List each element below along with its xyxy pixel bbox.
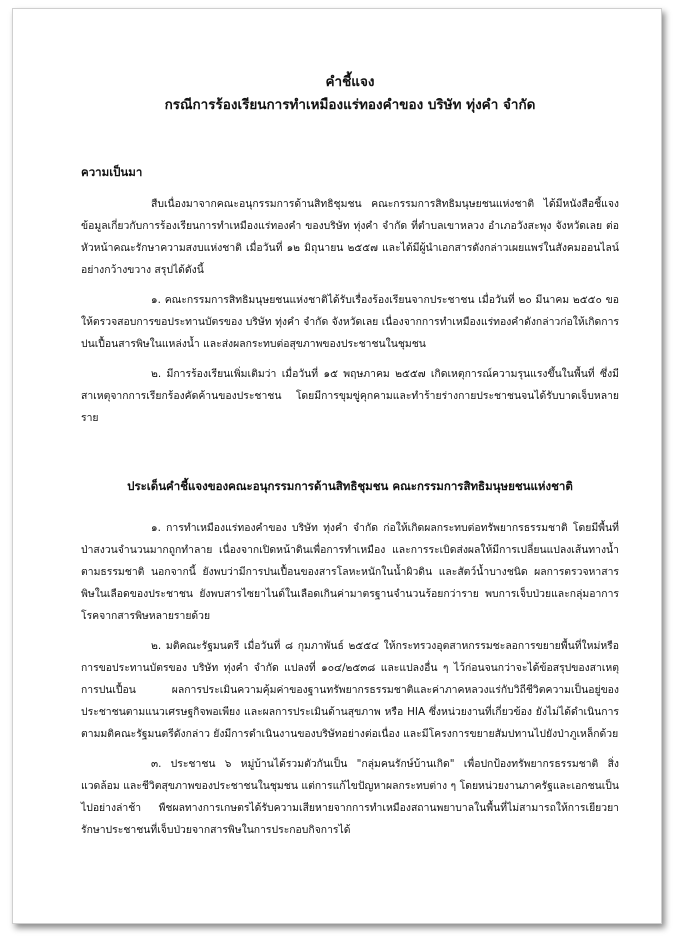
document-title [81, 71, 619, 117]
issues-heading: ประเด็นคำชี้แจงของคณะอนุกรรมการด้านสิทธิชุมชน คณะกรรมการสิทธิมนุษยชนแห่งชาติ [127, 479, 573, 493]
document-page [12, 8, 662, 924]
background-paragraph-1: ๑. คณะกรรมการสิทธิมนุษยชนแห่งชาติได้รับเรื่องร้องเรียนจากประชาชน เมื่อวันที่ ๒๐ มีนาคม ๒๕๕๐ ขอให้ตรวจสอบการขอประทานบัตรของ บริษัท ทุ่งคำ จำกัด จังหวัดเลย เนื่องจากการทำเหมืองแร่ทองคำดังกล่าวก่อให้เกิดการปนเปื้อนสารพิษในแหล่งน้ำ และส่งผลกระทบต่อสุขภาพของประชาชนในชุมชน [81, 294, 619, 350]
title-line-2: กรณีการร้องเรียนการทำเหมืองแร่ทองคำของ บริษัท ทุ่งคำ จำกัด [164, 97, 536, 113]
issues-paragraph-3: ๓. ประชาชน ๖ หมู่บ้านได้รวมตัวกันเป็น "กลุ่มคนรักษ์บ้านเกิด" เพื่อปกป้องทรัพยากรธรรมชาติ สิ่งแวดล้อม และชีวิตสุขภาพของประชาชนในชุมชน แต่การแก้ไขปัญหาผลกระทบต่าง ๆ โดยหน่วยงานภาครัฐและเอกชนเป็นไปอย่างล่าช้า พืชผลทางการเกษตรได้รับความเสียหายจากการทำเหมืองสถานพยาบาลในพื้นที่ไม่สามารถให้การเยียวยารักษาประชาชนที่เจ็บป่วยจากสารพิษในการประกอบกิจการได้ [81, 758, 619, 836]
document-content [81, 71, 619, 841]
background-paragraph-intro: สืบเนื่องมาจากคณะอนุกรรมการด้านสิทธิชุมชน คณะกรรมการสิทธิมนุษยชนแห่งชาติ ได้มีหนังสือชี้แจงข้อมูลเกี่ยวกับการร้องเรียนการทำเหมืองแร่ทองคำ ของบริษัท ทุ่งคำ จำกัด ที่ตำบลเขาหลวง อำเภอวังสะพุง จังหวัดเลย ต่อหัวหน้าคณะรักษาความสงบแห่งชาติ เมื่อวันที่ ๑๒ มิถุนายน ๒๕๕๗ และได้มีผู้นำเอกสารดังกล่าวเผยแพร่ในสังคมออนไลน์อย่างกว้างขวาง สรุปได้ดังนี้ [81, 198, 619, 276]
issues-paragraph-2: ๒. มติคณะรัฐมนตรี เมื่อวันที่ ๘ กุมภาพันธ์ ๒๕๕๔ ให้กระทรวงอุตสาหกรรมชะลอการขยายพื้นที่ใหม่หรือการขอประทานบัตรของ บริษัท ทุ่งคำ จำกัด แปลงที่ ๑๐๔/๒๕๓๘ และแปลงอื่น ๆ ไว้ก่อนจนกว่าจะได้ข้อสรุปของสาเหตุการปนเปื้อน ผลการประเมินความคุ้มค่าของฐานทรัพยากรธรรมชาติและค่าภาคหลวงแร่กับวิถีชีวิตความเป็นอยู่ของประชาชนตามแนวเศรษฐกิจพอเพียง และผลการประเมินด้านสุขภาพ หรือ HIA ซึ่งหน่วยงานที่เกี่ยวข้อง ยังไม่ได้ดำเนินการตามมติคณะรัฐมนตรีดังกล่าว ยังมีการดำเนินงานของบริษัทอย่างต่อเนื่อง และมีโครงการขยายสัมปทานไปยังป่าภูเหล็กด้วย [81, 640, 619, 740]
background-paragraph-2: ๒. มีการร้องเรียนเพิ่มเติมว่า เมื่อวันที่ ๑๕ พฤษภาคม ๒๕๕๗ เกิดเหตุการณ์ความรุนแรงขึ้นในพื้นที่ ซึ่งมีสาเหตุจากการเรียกร้องคัดค้านของประชาชน โดยมีการขุมขู่คุกคามและทำร้ายร่างกายประชาชนจนได้รับบาดเจ็บหลายราย [81, 368, 619, 424]
background-heading: ความเป็นมา [81, 165, 143, 179]
issues-paragraph-1: ๑. การทำเหมืองแร่ทองคำของ บริษัท ทุ่งคำ จำกัด ก่อให้เกิดผลกระทบต่อทรัพยากรธรรมชาติ โดยมีพื้นที่ป่าสงวนจำนวนมากถูกทำลาย เนื่องจากเปิดหน้าดินเพื่อการทำเหมือง และการระเบิดส่งผลให้มีการเปลี่ยนแปลงเส้นทางน้ำตามธรรมชาติ นอกจากนี้ ยังพบว่ามีการปนเปื้อนของสารโลหะหนักในน้ำผิวดิน และสัตว์น้ำบางชนิด ผลการตรวจหาสารพิษในเลือดของประชาชน ยังพบสารไซยาไนด์ในเลือดเกินค่ามาตรฐานจำนวนร้อยกว่าราย พบการเจ็บป่วยและกลุ่มอาการโรคจากสารพิษหลายรายด้วย [81, 522, 619, 622]
title-line-1: คำชี้แจง [325, 74, 375, 90]
